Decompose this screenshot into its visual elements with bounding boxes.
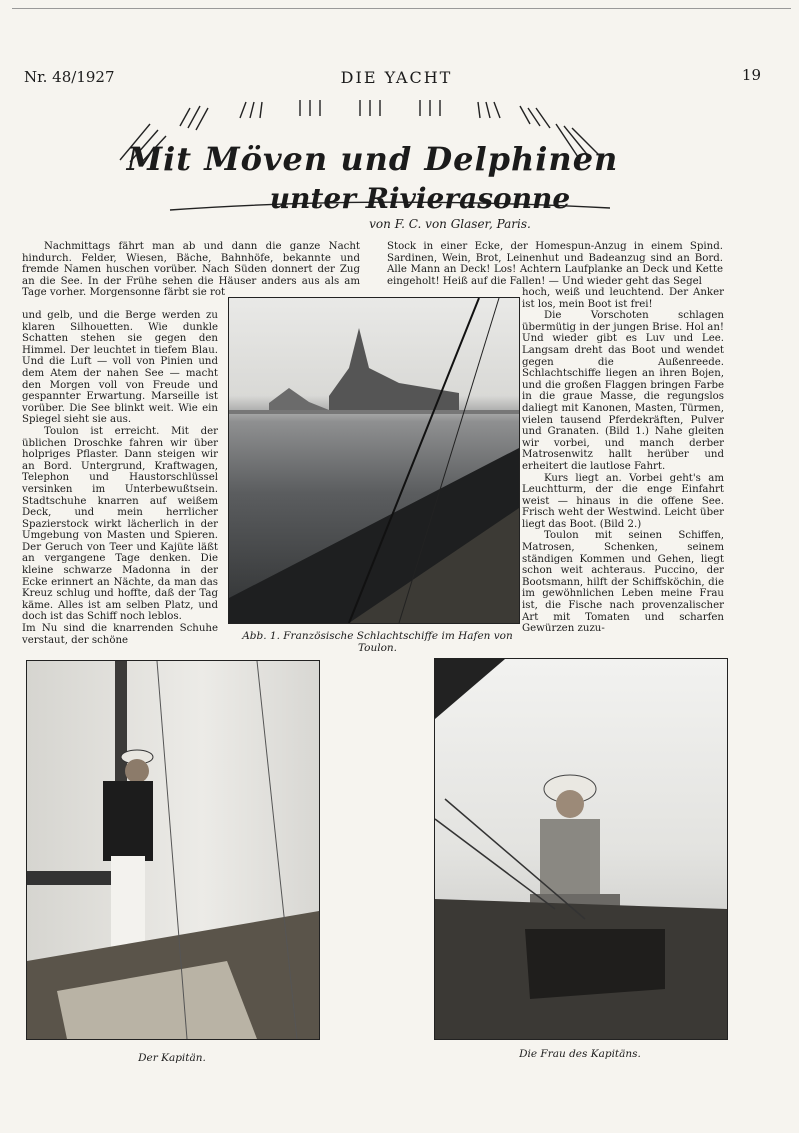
paragraph: Toulon mit seinen Schiffen, Matrosen, Schenken, seinem ständigen Kommen und Gehen, liegt schon weit achteraus. Puccino, der Bootsmann, hilft der Schiffsköchin, die im gewöhnlichen Leben meine Frau ist, die Fische nach provenzalischer Art mit Tomaten und scharfen Gewürzen zuzu- bbox=[522, 530, 724, 635]
column-left-intro bbox=[22, 241, 360, 299]
magazine-title: DIE YACHT bbox=[340, 68, 453, 87]
page-header bbox=[24, 68, 769, 88]
column-left-lower bbox=[22, 310, 218, 646]
paragraph: Nachmittags fährt man ab und dann die ganze Nacht hindurch. Felder, Wiesen, Bäche, Bahnhöfe, bekannte und fremde Namen huschen vorüber. Nach Süden donnert der Zug an die See. In der Frühe sehen die Häuser anders aus als am Tage vorher. Morgensonne färbt sie rot bbox=[22, 241, 360, 299]
figure-caption: Der Kapitän. bbox=[138, 1052, 206, 1064]
photo-captains-wife bbox=[434, 658, 728, 1040]
article-subtitle: unter Rivierasonne bbox=[269, 182, 571, 215]
paragraph: Toulon ist erreicht. Mit der üblichen Droschke fahren wir über holpriges Pflaster. Dann steigen wir an Bord. Untergrund, Kraftwagen, Telephon und Haustorschlüssel versinken im Unterbewußtsein. Stadtschuhe knarren auf weißem Deck, und mein herrlicher Spazierstock wirkt lächerlich in der Umgebung von Masten und Spieren. Der Geruch von Teer und Kajüte läßt an vergangene Tage denken. Die kleine schwarze Madonna in der Ecke erinnert an Nächte, da man das Kreuz schlug und hoffte, daß der Tag käme. Alles ist am selben Platz, und doch ist das Schiff noch leblos. bbox=[22, 425, 218, 623]
paragraph: Die Vorschoten schlagen übermütig in der jungen Brise. Hol an! Und wieder gibt es Luv und Lee. Langsam dreht das Boot und wendet gegen die Außenreede. Schlachtschiffe liegen an ihren Bojen, und die großen Flaggen bringen Farbe in die graue Masse, die regungslos daliegt mit Kanonen, Masten, Türmen, vielen tausend Pferdekräften, Pulver und Granaten. (Bild 1.) Nahe gleiten wir vorbei, und manch derber Matrosenwitz hallt herüber und erheitert die lautlose Fahrt. bbox=[522, 310, 724, 472]
column-right-lower bbox=[522, 287, 724, 635]
figure-caption: Abb. 1. Französische Schlachtschiffe im Hafen von Toulon. bbox=[242, 630, 513, 654]
paragraph: Stock in einer Ecke, der Homespun-Anzug in einem Spind. Sardinen, Wein, Brot, Leinenhut und Badeanzug sind an Bord. Alle Mann an Deck! Los! Achtern Laufplanke an Deck und Kette eingeholt! Heiß auf die Fallen! — Und wieder geht das Segel bbox=[387, 241, 723, 287]
figure-caption: Die Frau des Kapitäns. bbox=[519, 1048, 641, 1060]
article-byline: von F. C. von Glaser, Paris. bbox=[369, 217, 531, 231]
paragraph: Kurs liegt an. Vorbei geht's am Leuchtturm, der die enge Einfahrt weist — hinaus in die offene See. Frisch weht der Westwind. Leicht über liegt das Boot. (Bild 2.) bbox=[522, 472, 724, 530]
column-right-intro bbox=[387, 241, 723, 287]
article-title-block bbox=[110, 100, 630, 240]
photo-battleships bbox=[228, 297, 520, 624]
photo-captain bbox=[26, 660, 320, 1040]
article-title: Mit Möven und Delphinen bbox=[126, 140, 619, 178]
paragraph: hoch, weiß und leuchtend. Der Anker ist los, mein Boot ist frei! bbox=[522, 287, 724, 310]
page-number: 19 bbox=[741, 66, 761, 84]
issue-number: Nr. 48/1927 bbox=[24, 68, 115, 86]
paragraph: und gelb, und die Berge werden zu klaren Silhouetten. Wie dunkle Schatten stehen sie gegen den Himmel. Der leuchtet in tiefem Blau. Und die Luft — voll von Pinien und dem Atem der nahen See — macht den Morgen voll von Freude und gespannter Erwartung. Marseille ist vorüber. Die See blinkt weit. Wie ein Spiegel sieht sie aus. bbox=[22, 310, 218, 426]
top-rule bbox=[12, 8, 791, 9]
paragraph: Im Nu sind die knarrenden Schuhe verstaut, der schöne bbox=[22, 623, 218, 646]
